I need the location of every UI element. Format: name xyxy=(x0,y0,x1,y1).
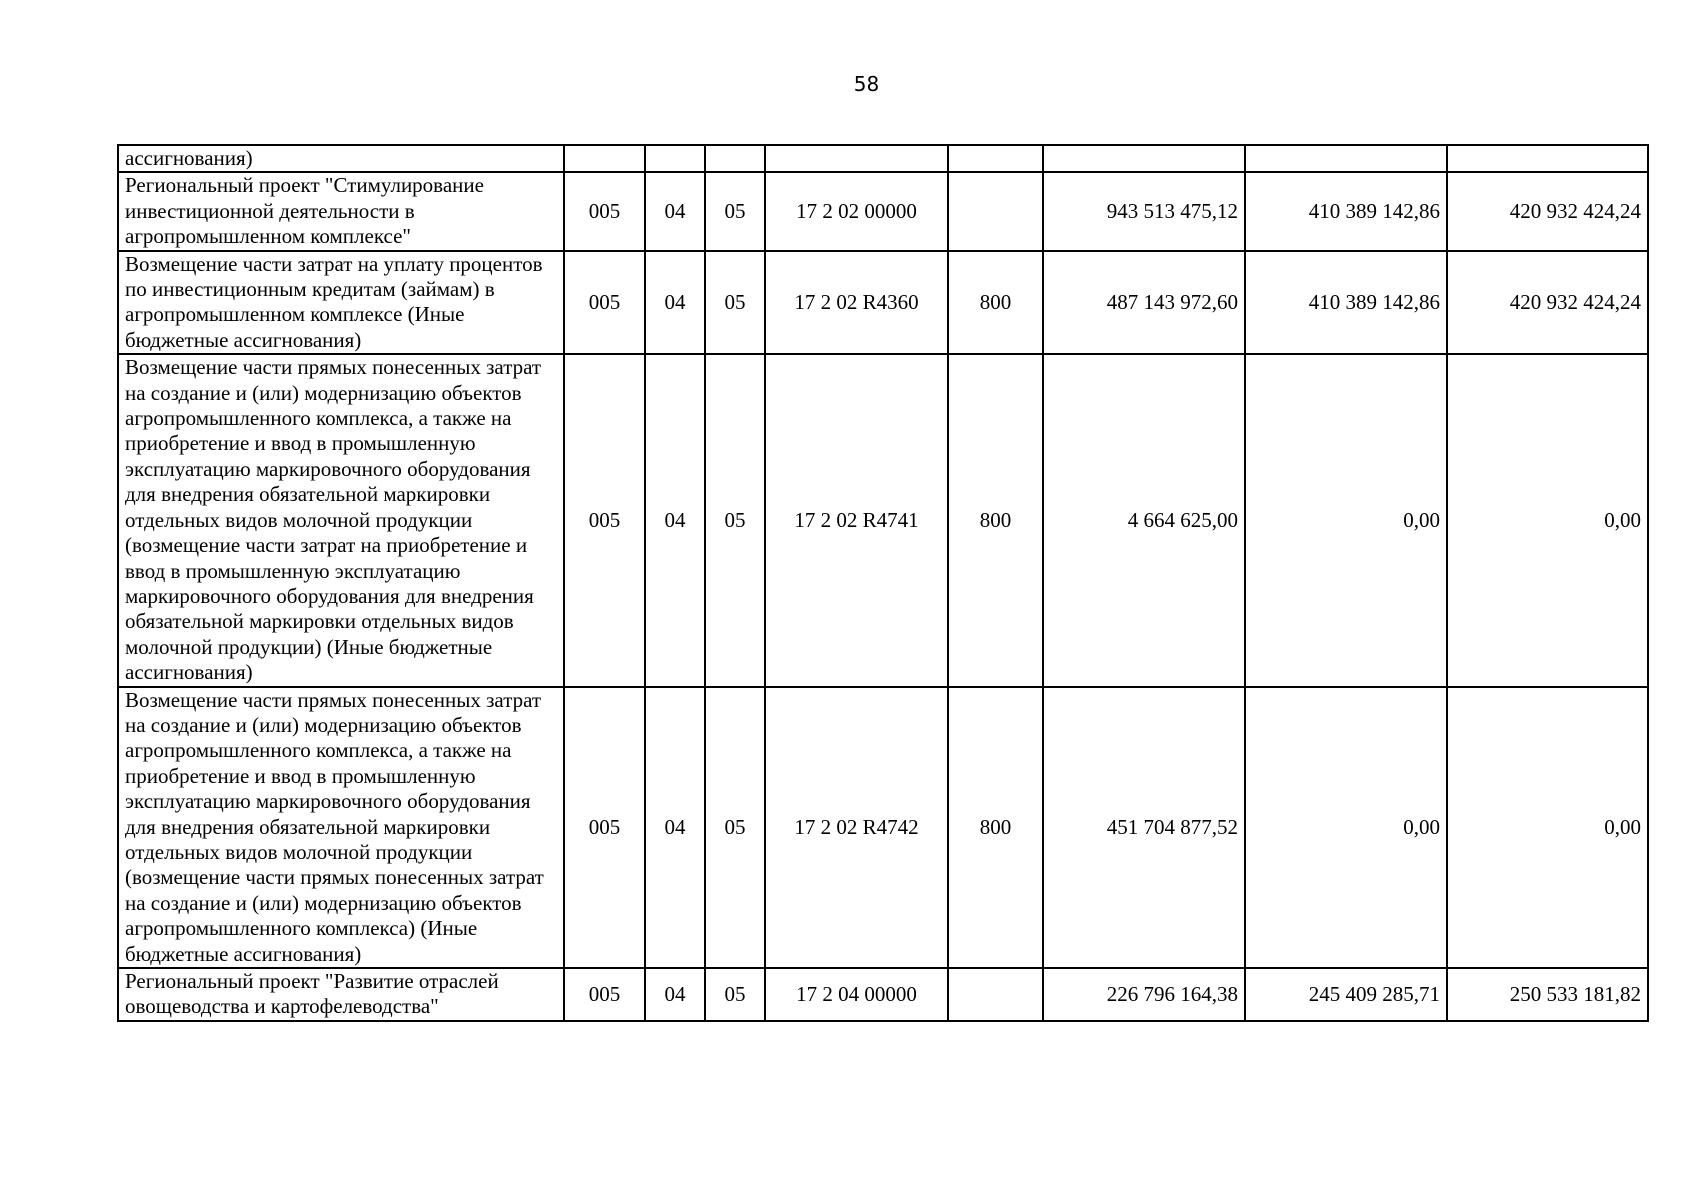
section-code: 04 xyxy=(645,687,705,968)
ministry-code xyxy=(564,145,645,172)
expense-type-code: 800 xyxy=(948,251,1043,355)
amount-year-3: 420 932 424,24 xyxy=(1447,172,1648,250)
table-row xyxy=(118,172,1648,250)
row-name: Региональный проект "Развитие отраслей овощеводства и картофелеводства" xyxy=(118,968,564,1021)
row-name: Возмещение части затрат на уплату процентов по инвестиционным кредитам (займам) в агропромышленном комплексе (Иные бюджетные ассигнования) xyxy=(118,251,564,355)
expense-type-code xyxy=(948,172,1043,250)
table-row xyxy=(118,145,1648,172)
page-number: 58 xyxy=(853,72,880,96)
row-name: Региональный проект "Стимулирование инвестиционной деятельности в агропромышленном комплексе" xyxy=(118,172,564,250)
target-article-code: 17 2 02 R4741 xyxy=(765,354,948,686)
expense-type-code xyxy=(948,145,1043,172)
amount-year-2: 0,00 xyxy=(1245,687,1447,968)
target-article-code: 17 2 02 R4742 xyxy=(765,687,948,968)
amount-year-1: 451 704 877,52 xyxy=(1043,687,1245,968)
row-name: Возмещение части прямых понесенных затрат на создание и (или) модернизацию объектов агропромышленного комплекса, а также на приобретение и ввод в промышленную эксплуатацию маркировочного оборудования для внедрения обязательной маркировки отдельных видов молочной продукции (возмещение части затрат на приобретение и ввод в промышленную эксплуатацию маркировочного оборудования для внедрения обязательной маркировки отдельных видов молочной продукции) (Иные бюджетные ассигнования) xyxy=(118,354,564,686)
target-article-code: 17 2 02 R4360 xyxy=(765,251,948,355)
amount-year-3: 420 932 424,24 xyxy=(1447,251,1648,355)
amount-year-2: 245 409 285,71 xyxy=(1245,968,1447,1021)
subsection-code: 05 xyxy=(705,354,765,686)
section-code: 04 xyxy=(645,251,705,355)
budget-table xyxy=(117,144,1649,1022)
table-row xyxy=(118,251,1648,355)
amount-year-2: 410 389 142,86 xyxy=(1245,251,1447,355)
section-code xyxy=(645,145,705,172)
amount-year-1: 4 664 625,00 xyxy=(1043,354,1245,686)
subsection-code: 05 xyxy=(705,687,765,968)
ministry-code: 005 xyxy=(564,251,645,355)
amount-year-1: 226 796 164,38 xyxy=(1043,968,1245,1021)
amount-year-1: 487 143 972,60 xyxy=(1043,251,1245,355)
table-row xyxy=(118,968,1648,1021)
amount-year-3: 250 533 181,82 xyxy=(1447,968,1648,1021)
amount-year-1: 943 513 475,12 xyxy=(1043,172,1245,250)
subsection-code xyxy=(705,145,765,172)
expense-type-code: 800 xyxy=(948,687,1043,968)
section-code: 04 xyxy=(645,968,705,1021)
ministry-code: 005 xyxy=(564,687,645,968)
amount-year-2 xyxy=(1245,145,1447,172)
target-article-code: 17 2 02 00000 xyxy=(765,172,948,250)
table-row xyxy=(118,354,1648,686)
amount-year-3: 0,00 xyxy=(1447,687,1648,968)
expense-type-code xyxy=(948,968,1043,1021)
ministry-code: 005 xyxy=(564,968,645,1021)
row-name: ассигнования) xyxy=(118,145,564,172)
expense-type-code: 800 xyxy=(948,354,1043,686)
section-code: 04 xyxy=(645,354,705,686)
amount-year-2: 410 389 142,86 xyxy=(1245,172,1447,250)
ministry-code: 005 xyxy=(564,354,645,686)
ministry-code: 005 xyxy=(564,172,645,250)
row-name: Возмещение части прямых понесенных затрат на создание и (или) модернизацию объектов агропромышленного комплекса, а также на приобретение и ввод в промышленную эксплуатацию маркировочного оборудования для внедрения обязательной маркировки отдельных видов молочной продукции (возмещение части прямых понесенных затрат на создание и (или) модернизацию объектов агропромышленного комплекса) (Иные бюджетные ассигнования) xyxy=(118,687,564,968)
amount-year-3 xyxy=(1447,145,1648,172)
target-article-code xyxy=(765,145,948,172)
target-article-code: 17 2 04 00000 xyxy=(765,968,948,1021)
amount-year-1 xyxy=(1043,145,1245,172)
subsection-code: 05 xyxy=(705,968,765,1021)
table-row xyxy=(118,687,1648,968)
amount-year-3: 0,00 xyxy=(1447,354,1648,686)
subsection-code: 05 xyxy=(705,251,765,355)
subsection-code: 05 xyxy=(705,172,765,250)
section-code: 04 xyxy=(645,172,705,250)
amount-year-2: 0,00 xyxy=(1245,354,1447,686)
